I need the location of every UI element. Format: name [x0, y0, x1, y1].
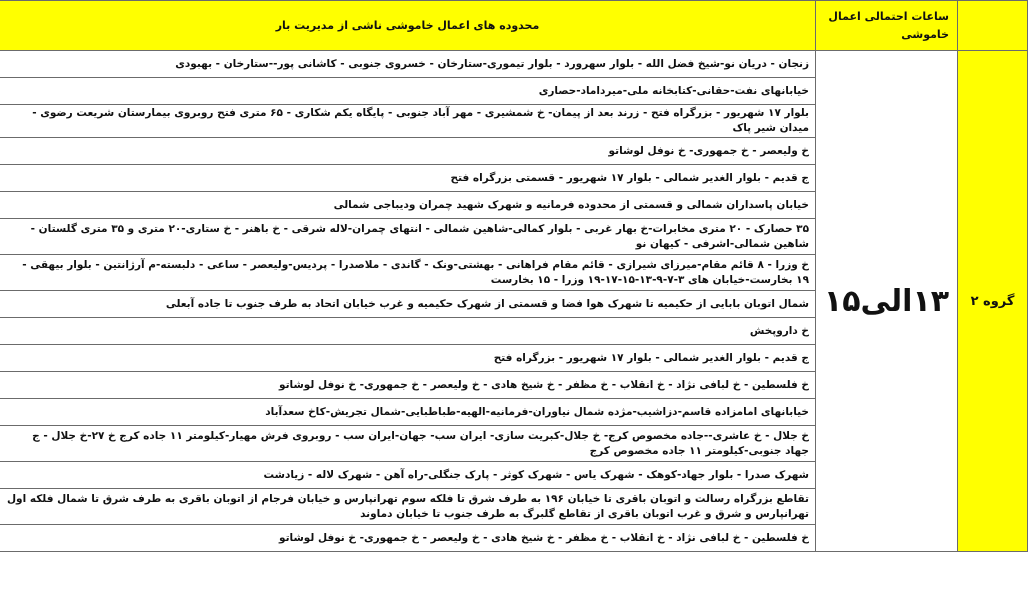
- outage-area-cell: زنجان - دریان نو-شیخ فضل الله - بلوار سهرورد - بلوار تیموری-ستارخان - خسروی جنوبی - کاشانی پور--ستارخان - بهبودی: [0, 51, 816, 78]
- outage-area-cell: خ جلال - خ عاشری--جاده مخصوص کرج- خ جلال-کبریت سازی- ایران سب- جهان-ایران سب - روبروی فرش مهیار-کیلومتر ۱۱ جاده کرج خ ۲۷-خ جلال - ج جهاد جنوبی-کیلومتر ۱۱ جاده مخصوص کرج: [0, 426, 816, 462]
- outage-area-cell: خ فلسطین - خ لبافی نژاد - خ انقلاب - خ مظفر - خ شیخ هادی - خ ولیعصر - خ جمهوری- خ نوفل لوشاتو: [0, 525, 816, 552]
- outage-area-cell: خیابانهای نفت-حقانی-کتابخانه ملی-میرداماد-حصاری: [0, 78, 816, 105]
- outage-area-cell: ۳۵ حصارک - ۲۰ متری مخابرات-خ بهار غربی - بلوار کمالی-شاهین شمالی - انتهای چمران-لاله شرقی - خ باهنر - خ ستاری-۲۰ متری و ۳۵ متری گلستان - شاهین شمالی-اشرفی - کیهان نو: [0, 219, 816, 255]
- outage-area-cell: تقاطع بزرگراه رسالت و اتوبان باقری تا خیابان ۱۹۶ به طرف شرق تا فلکه سوم تهرانپارس و خیابان فرجام از اتوبان باقری به طرف شرق تا شمال فلکه اول تهرانپارس و شرق و غرب اتوبان باقری از تقاطع گلبرگ به طرف جنوب تا خیابان دماوند: [0, 489, 816, 525]
- outage-area-cell: خیابان پاسداران شمالی و قسمتی از محدوده فرمانیه و شهرک شهید چمران ودیباجی شمالی: [0, 192, 816, 219]
- outage-area-cell: بلوار ۱۷ شهریور - بزرگراه فتح - زرند بعد از پیمان- خ شمشیری - مهر آباد جنوبی - پایگاه یکم شکاری - ۶۵ متری فتح روبروی بیمارستان شریعت رضوی - میدان شیر پاک: [0, 105, 816, 138]
- outage-area-cell: ج قدیم - بلوار الغدیر شمالی - بلوار ۱۷ شهریور - قسمتی بزرگراه فتح: [0, 165, 816, 192]
- outage-area-cell: شهرک صدرا - بلوار جهاد-کوهک - شهرک یاس - شهرک کوثر - پارک جنگلی-راه آهن - شهرک لاله - زیادشت: [0, 462, 816, 489]
- outage-area-cell: ج قدیم - بلوار الغدیر شمالی - بلوار ۱۷ شهریور - بزرگراه فتح: [0, 345, 816, 372]
- outage-area-cell: خ داروپخش: [0, 318, 816, 345]
- group-name-cell: گروه ۲: [958, 51, 1028, 552]
- hours-column-header: ساعات احتمالی اعمال خاموشی: [816, 1, 958, 51]
- outage-area-cell: خیابانهای امامزاده قاسم-دزاشیب-مژده شمال نیاوران-فرمانیه-الهیه-طباطبایی-شمال تجریش-کاخ سعدآباد: [0, 399, 816, 426]
- header-row: [0, 1, 1028, 51]
- table-row: [0, 51, 1028, 78]
- areas-column-header: محدوده های اعمال خاموشی ناشی از مدیریت بار: [0, 1, 816, 51]
- outage-area-cell: شمال اتوبان بابایی از حکیمیه تا شهرک هوا فضا و قسمتی از شهرک حکیمیه و غرب خیابان اتحاد به طرف جنوب تا جاده آبعلی: [0, 291, 816, 318]
- outage-hours-cell: ۱۳الی۱۵: [816, 51, 958, 552]
- outage-area-cell: خ فلسطین - خ لبافی نژاد - خ انقلاب - خ مظفر - خ شیخ هادی - خ ولیعصر - خ جمهوری- خ نوفل لوشاتو: [0, 372, 816, 399]
- outage-area-cell: خ وزرا - ۸ قائم مقام-میرزای شیرازی - قائم مقام فراهانی - بهشتی-ونک - گاندی - ملاصدرا - پردیس-ولیعصر - ساعی - دلبسته-م آرژانتین - بلوار بیهقی - ۱۹ بخارست-خیابان های ۳-۷-۹-۱۳-۱۵-۱۷-۱۹ وزرا - ۱۵ بخارست: [0, 255, 816, 291]
- schedule-body: [0, 51, 1028, 552]
- outage-area-cell: خ ولیعصر - خ جمهوری- خ نوفل لوشاتو: [0, 138, 816, 165]
- group-column-header: [958, 1, 1028, 51]
